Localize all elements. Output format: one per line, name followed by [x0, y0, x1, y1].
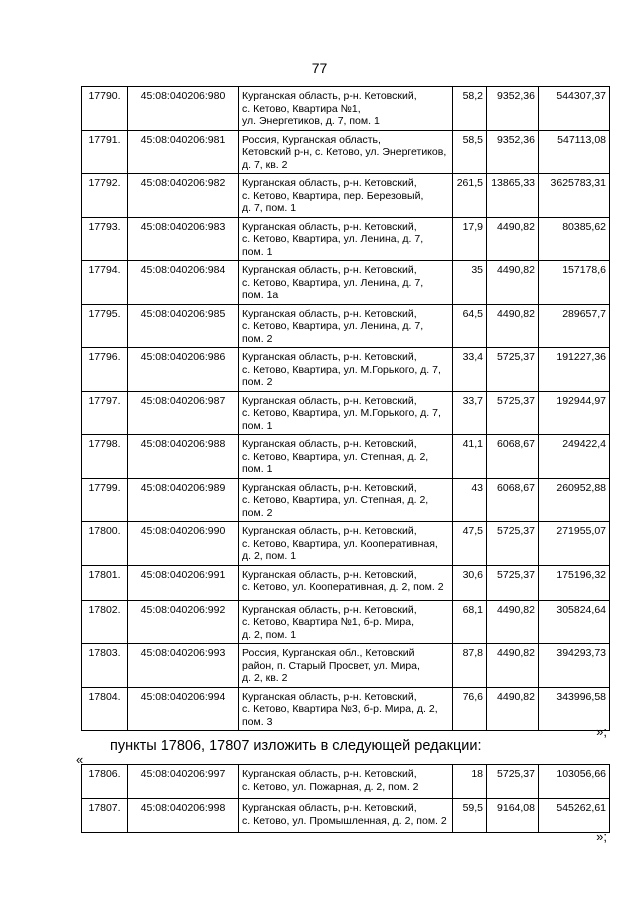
total-value: 103056,66 [539, 765, 610, 799]
row-number: 17795. [82, 304, 128, 348]
area-value: 58,2 [453, 87, 487, 131]
unit-price: 5725,37 [487, 348, 539, 392]
row-number: 17801. [82, 565, 128, 600]
table-row [82, 687, 610, 731]
total-value: 249422,4 [539, 435, 610, 479]
area-value: 18 [453, 765, 487, 799]
cadastral-number: 45:08:040206:997 [128, 765, 239, 799]
row-number: 17794. [82, 261, 128, 305]
row-number: 17790. [82, 87, 128, 131]
table-row [82, 174, 610, 218]
unit-price: 5725,37 [487, 522, 539, 566]
area-value: 59,5 [453, 799, 487, 833]
row-number: 17799. [82, 478, 128, 522]
unit-price: 5725,37 [487, 391, 539, 435]
area-value: 43 [453, 478, 487, 522]
total-value: 305824,64 [539, 600, 610, 644]
closing-quote-mark: »; [596, 724, 607, 739]
address: Курганская область, р-н. Кетовский, с. Кетово, ул. Промышленная, д. 2, пом. 2 [239, 799, 453, 833]
address: Курганская область, р-н. Кетовский, с. Кетово, Квартира, ул. Степная, д. 2, пом. 1 [239, 435, 453, 479]
row-number: 17791. [82, 130, 128, 174]
area-value: 261,5 [453, 174, 487, 218]
table-row [82, 130, 610, 174]
amendment-intro-text: пункты 17806, 17807 изложить в следующей редакции: [110, 738, 482, 754]
cadastral-number: 45:08:040206:998 [128, 799, 239, 833]
cadastral-number: 45:08:040206:987 [128, 391, 239, 435]
cadastral-number: 45:08:040206:980 [128, 87, 239, 131]
cadastral-number: 45:08:040206:994 [128, 687, 239, 731]
unit-price: 4490,82 [487, 217, 539, 261]
opening-quote-mark: « [76, 752, 84, 767]
total-value: 394293,73 [539, 644, 610, 688]
table-row [82, 522, 610, 566]
total-value: 3625783,31 [539, 174, 610, 218]
area-value: 76,6 [453, 687, 487, 731]
area-value: 68,1 [453, 600, 487, 644]
property-table [81, 86, 610, 731]
address: Курганская область, р-н. Кетовский, с. Кетово, Квартира, ул. Ленина, д. 7, пом. 1а [239, 261, 453, 305]
total-value: 544307,37 [539, 87, 610, 131]
total-value: 547113,08 [539, 130, 610, 174]
total-value: 175196,32 [539, 565, 610, 600]
table-row [82, 348, 610, 392]
total-value: 289657,7 [539, 304, 610, 348]
unit-price: 5725,37 [487, 565, 539, 600]
table-row [82, 478, 610, 522]
address: Курганская область, р-н. Кетовский, с. Кетово, Квартира №3, б-р. Мира, д. 2, пом. 3 [239, 687, 453, 731]
address: Курганская область, р-н. Кетовский, с. Кетово, Квартира №1, б-р. Мира, д. 2, пом. 1 [239, 600, 453, 644]
area-value: 87,8 [453, 644, 487, 688]
unit-price: 4490,82 [487, 304, 539, 348]
row-number: 17792. [82, 174, 128, 218]
total-value: 260952,88 [539, 478, 610, 522]
area-value: 35 [453, 261, 487, 305]
unit-price: 5725,37 [487, 765, 539, 799]
property-table-body [82, 87, 610, 731]
row-number: 17807. [82, 799, 128, 833]
unit-price: 9352,36 [487, 130, 539, 174]
address: Курганская область, р-н. Кетовский, с. Кетово, Квартира, ул. Кооперативная, д. 2, пом. 1 [239, 522, 453, 566]
unit-price: 4490,82 [487, 644, 539, 688]
unit-price: 9352,36 [487, 87, 539, 131]
cadastral-number: 45:08:040206:992 [128, 600, 239, 644]
table-row [82, 565, 610, 600]
table-row [82, 217, 610, 261]
cadastral-number: 45:08:040206:984 [128, 261, 239, 305]
total-value: 191227,36 [539, 348, 610, 392]
table-row [82, 304, 610, 348]
total-value: 545262,61 [539, 799, 610, 833]
address: Курганская область, р-н. Кетовский, с. Кетово, Квартира, ул. М.Горького, д. 7, пом. 1 [239, 391, 453, 435]
cadastral-number: 45:08:040206:981 [128, 130, 239, 174]
table-row [82, 600, 610, 644]
unit-price: 6068,67 [487, 435, 539, 479]
row-number: 17802. [82, 600, 128, 644]
total-value: 157178,6 [539, 261, 610, 305]
total-value: 192944,97 [539, 391, 610, 435]
cadastral-number: 45:08:040206:986 [128, 348, 239, 392]
table-row [82, 799, 610, 833]
cadastral-number: 45:08:040206:983 [128, 217, 239, 261]
area-value: 33,4 [453, 348, 487, 392]
total-value: 343996,58 [539, 687, 610, 731]
closing-quote-mark-2: »; [596, 829, 607, 844]
unit-price: 4490,82 [487, 687, 539, 731]
address: Курганская область, р-н. Кетовский, с. Кетово, Квартира, ул. Степная, д. 2, пом. 2 [239, 478, 453, 522]
cadastral-number: 45:08:040206:993 [128, 644, 239, 688]
address: Курганская область, р-н. Кетовский, с. Кетово, Квартира, ул. Ленина, д. 7, пом. 1 [239, 217, 453, 261]
unit-price: 4490,82 [487, 600, 539, 644]
table-row [82, 644, 610, 688]
row-number: 17798. [82, 435, 128, 479]
address: Курганская область, р-н. Кетовский, с. Кетово, Квартира, ул. М.Горького, д. 7, пом. 2 [239, 348, 453, 392]
area-value: 41,1 [453, 435, 487, 479]
unit-price: 13865,33 [487, 174, 539, 218]
cadastral-number: 45:08:040206:982 [128, 174, 239, 218]
area-value: 33,7 [453, 391, 487, 435]
cadastral-number: 45:08:040206:988 [128, 435, 239, 479]
amended-table-body [82, 765, 610, 833]
table-row [82, 261, 610, 305]
amended-property-table [81, 764, 610, 833]
unit-price: 9164,08 [487, 799, 539, 833]
row-number: 17797. [82, 391, 128, 435]
cadastral-number: 45:08:040206:985 [128, 304, 239, 348]
address: Курганская область, р-н. Кетовский, с. Кетово, Квартира, ул. Ленина, д. 7, пом. 2 [239, 304, 453, 348]
cadastral-number: 45:08:040206:991 [128, 565, 239, 600]
cadastral-number: 45:08:040206:989 [128, 478, 239, 522]
row-number: 17800. [82, 522, 128, 566]
cadastral-number: 45:08:040206:990 [128, 522, 239, 566]
area-value: 58,5 [453, 130, 487, 174]
area-value: 47,5 [453, 522, 487, 566]
address: Курганская область, р-н. Кетовский, с. Кетово, Квартира, пер. Березовый, д. 7, пом. 1 [239, 174, 453, 218]
table-row [82, 435, 610, 479]
row-number: 17796. [82, 348, 128, 392]
unit-price: 6068,67 [487, 478, 539, 522]
total-value: 80385,62 [539, 217, 610, 261]
row-number: 17803. [82, 644, 128, 688]
address: Россия, Курганская область, Кетовский р-н, с. Кетово, ул. Энергетиков, д. 7, кв. 2 [239, 130, 453, 174]
address: Россия, Курганская обл., Кетовский район, п. Старый Просвет, ул. Мира, д. 2, кв. 2 [239, 644, 453, 688]
area-value: 30,6 [453, 565, 487, 600]
address: Курганская область, р-н. Кетовский, с. Кетово, ул. Кооперативная, д. 2, пом. 2 [239, 565, 453, 600]
table-row [82, 391, 610, 435]
total-value: 271955,07 [539, 522, 610, 566]
row-number: 17793. [82, 217, 128, 261]
address: Курганская область, р-н. Кетовский, с. Кетово, ул. Пожарная, д. 2, пом. 2 [239, 765, 453, 799]
row-number: 17806. [82, 765, 128, 799]
unit-price: 4490,82 [487, 261, 539, 305]
page-number: 77 [311, 60, 328, 76]
table-row [82, 765, 610, 799]
row-number: 17804. [82, 687, 128, 731]
table-row [82, 87, 610, 131]
area-value: 64,5 [453, 304, 487, 348]
area-value: 17,9 [453, 217, 487, 261]
address: Курганская область, р-н. Кетовский, с. Кетово, Квартира №1, ул. Энергетиков, д. 7, пом. 1 [239, 87, 453, 131]
